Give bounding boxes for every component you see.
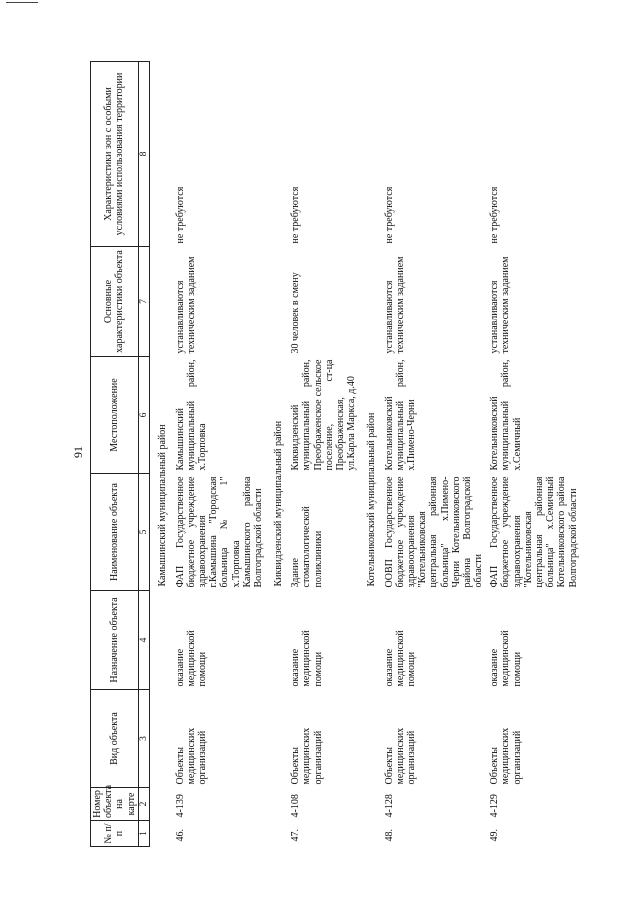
district-heading: Камышинский муниципальный район (157, 424, 169, 587)
page-number: 91 (71, 446, 85, 458)
object-kind: Объекты медицинских организаций (290, 727, 324, 785)
object-characteristics: 30 человек в смену (290, 272, 302, 354)
objects-table (90, 61, 581, 847)
zone-characteristics: не требуются (290, 186, 302, 244)
district-heading: Котельниковский муниципальный район (366, 412, 378, 587)
district-row (150, 62, 172, 847)
object-kind: Объекты медицинских организаций (489, 727, 523, 785)
object-location: Камышинский муниципальный район, х.Торповка (174, 359, 208, 471)
object-characteristics: устанавливаются техническим заданием (489, 256, 512, 354)
district-heading: Киквидзенский муниципальный район (273, 420, 285, 587)
object-name: ФАП Государственное бюджетное учреждение здравоохранения "Котельниковская центральная районная больница" х.Семичный Котельниковского района Волгоградской области (489, 476, 579, 588)
map-number: 4-128 (383, 794, 395, 818)
column-number: 1 (138, 821, 150, 847)
header-cell: Вид объекта (91, 690, 139, 788)
table-row (287, 62, 359, 847)
header-cell: Номер объекта на карте (91, 788, 139, 821)
zone-characteristics: не требуются (174, 186, 186, 244)
row-number: 46. (174, 829, 186, 842)
object-kind: Объекты медицинских организаций (174, 727, 208, 785)
object-location: Котельниковский муниципальный район, х.Семичный (489, 359, 523, 471)
table-row (486, 62, 581, 847)
map-number: 4-139 (174, 794, 186, 818)
header-cell: Назначение объекта (91, 591, 139, 690)
object-purpose: оказание медицинской помощи (489, 630, 523, 687)
object-location: Киквидзенский муниципальный район, Преображенское сельское поселение, ст-ца Преображенская, ул.Карла Маркса, д.40 (290, 359, 358, 471)
rotated-page-content (90, 62, 590, 847)
zone-characteristics: не требуются (383, 186, 395, 244)
row-number: 49. (489, 829, 501, 842)
object-purpose: оказание медицинской помощи (383, 630, 417, 687)
header-cell: Характеристики зон с особыми условиями использования территории (91, 62, 139, 247)
table-row (381, 62, 487, 847)
header-cell: Основные характеристики объекта (91, 247, 139, 357)
object-purpose: оказание медицинской помощи (174, 630, 208, 687)
column-number: 4 (138, 591, 150, 690)
object-name: ООВП Государственное бюджетное учреждение здравоохранения "Котельниковская центральная районная больница" х.Пимено-Черни Котельниковского района Волгоградской области (383, 476, 485, 588)
object-name: Здание стоматологической поликлиники (290, 506, 324, 588)
column-number: 7 (138, 247, 150, 357)
corner-rule (6, 2, 38, 3)
district-row (359, 62, 380, 847)
column-number: 8 (138, 62, 150, 247)
zone-characteristics: не требуются (489, 186, 501, 244)
object-location: Котельниковский муниципальный район, х.Пимено-Черни (383, 359, 417, 471)
header-cell: № п/п (91, 821, 139, 847)
object-name: ФАП Государственное бюджетное учреждение здравоохранения г.Камышина "Городская больница № 1" х.Торповка Камышинского района Волгоградской области (174, 476, 264, 588)
header-row (91, 62, 139, 847)
column-number: 5 (138, 474, 150, 591)
object-purpose: оказание медицинской помощи (290, 630, 324, 687)
table-row (172, 62, 267, 847)
header-cell: Наименование объекта (91, 474, 139, 591)
column-number-row (138, 62, 150, 847)
row-number: 48. (383, 829, 395, 842)
map-number: 4-108 (290, 794, 302, 818)
column-number: 2 (138, 788, 150, 821)
object-kind: Объекты медицинских организаций (383, 727, 417, 785)
column-number: 3 (138, 690, 150, 788)
object-characteristics: устанавливаются техническим заданием (174, 256, 197, 354)
column-number: 6 (138, 357, 150, 474)
header-cell: Местоположение (91, 357, 139, 474)
object-characteristics: устанавливаются техническим заданием (383, 256, 406, 354)
map-number: 4-129 (489, 794, 501, 818)
row-number: 47. (290, 829, 302, 842)
district-row (266, 62, 287, 847)
